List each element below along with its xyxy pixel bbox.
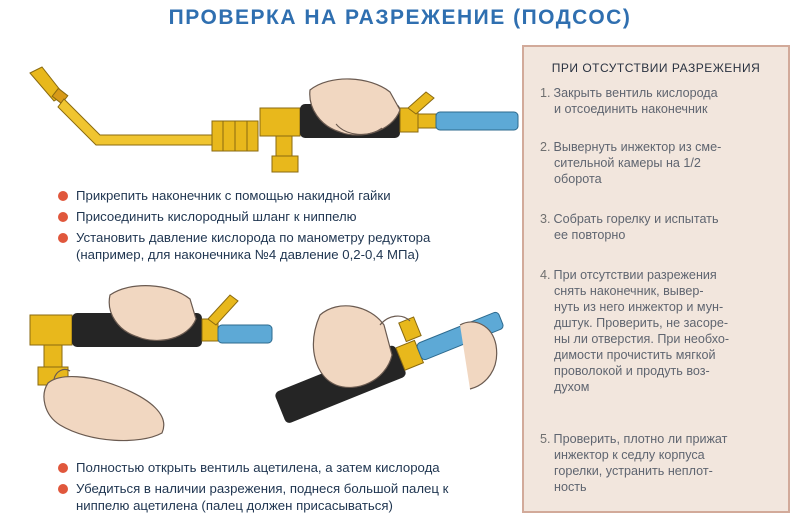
instruction-item: Установить давление кислорода по манометру редуктора (например, для наконечника №4 давление 0,2-0,4 МПа) [58,229,430,263]
torch-angled-hand-illustration [260,285,522,435]
torch-body-hand-illustration [250,62,525,182]
panel-step: 1. Закрыть вентиль кислорода и отсоединить наконечник [540,86,718,116]
panel-title: ПРИ ОТСУТСТВИИ РАЗРЕЖЕНИЯ [551,61,761,75]
page-title: ПРОВЕРКА НА РАЗРЕЖЕНИЕ (ПОДСОС) [168,6,632,29]
bottom-instructions [58,459,448,518]
instruction-item: Полностью открыть вентиль ацетилена, а затем кислорода [58,459,448,476]
step-number: 2. [540,140,551,154]
instruction-item: Прикрепить наконечник с помощью накидной гайки [58,187,430,204]
bullet-icon [58,463,68,473]
panel-step: 3. Собрать горелку и испытать ее повторно [540,212,719,242]
step-number: 4. [540,268,551,282]
panel-step: 2. Вывернуть инжектор из сме- сительной камеры на 1/2 оборота [540,140,722,186]
bullet-icon [58,212,68,222]
step-number: 1. [540,86,551,100]
bullet-icon [58,191,68,201]
step-number: 3. [540,212,551,226]
instruction-continuation: (например, для наконечника №4 давление 0,2-0,4 МПа) [76,247,420,262]
instruction-item: Убедиться в наличии разрежения, поднеся большой палец к ниппелю ацетилена (палец должен присасываться) [58,480,448,514]
instruction-item: Присоединить кислородный шланг к ниппелю [58,208,430,225]
step-number: 5. [540,432,551,446]
panel-step: 4. При отсутствии разрежения снять наконечник, вывер- нуть из него инжектор и мун- дштук. Проверить, не засоре- ны ли отверстия. При необхо- димости прочистить мягкой проволокой и продуть воз- духом [540,268,730,394]
bullet-icon [58,233,68,243]
instruction-continuation: ниппелю ацетилена (палец должен присасываться) [76,498,393,513]
torch-tip-illustration [20,55,275,155]
torch-thumb-check-illustration [20,275,275,450]
panel-step: 5. Проверить, плотно ли прижат инжектор к седлу корпуса горелки, устранить неплот- ность [540,432,728,494]
troubleshooting-panel [522,45,790,513]
top-instructions [58,187,430,267]
bullet-icon [58,484,68,494]
